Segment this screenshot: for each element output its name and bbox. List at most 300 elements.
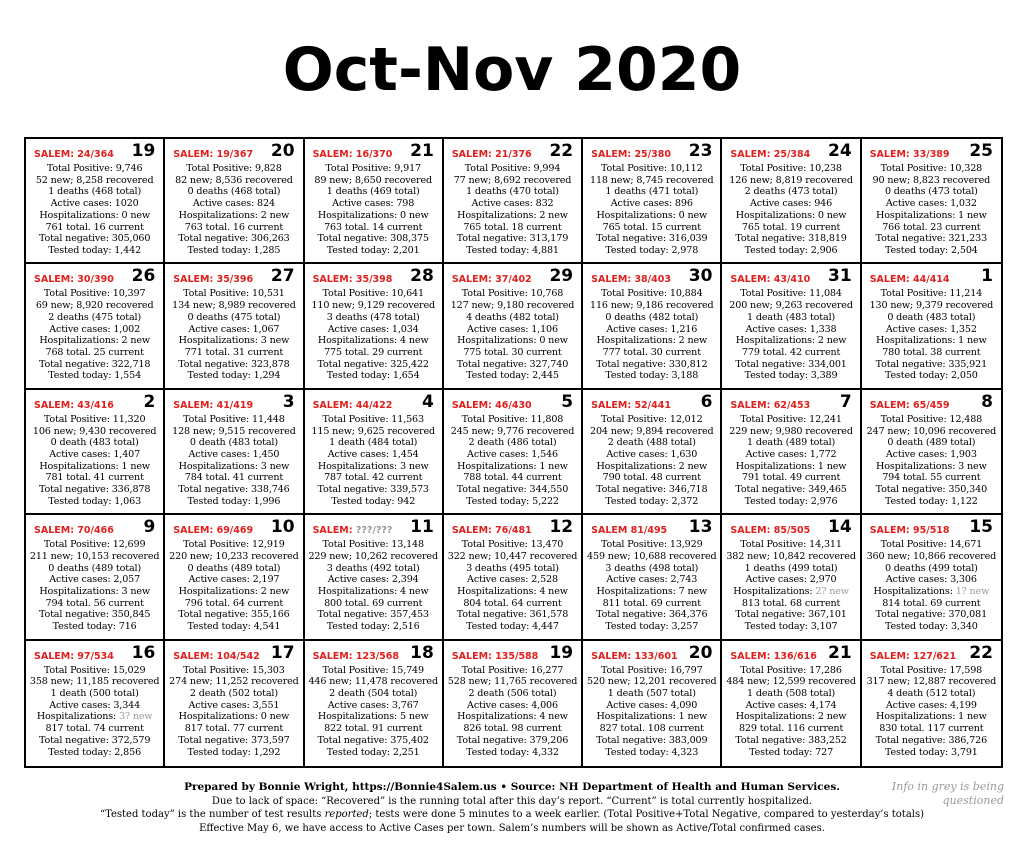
stat-line: 3 deaths (495 total) <box>466 562 559 574</box>
stat-line: 781 total. 41 current <box>45 472 144 484</box>
stat-line: Total Positive: 10,531 <box>183 288 285 300</box>
calendar-day-cell <box>305 264 444 389</box>
stat-line: 771 total. 31 current <box>184 346 284 358</box>
calendar-day-cell <box>862 139 1001 264</box>
stat-line-hospitalizations: Hospitalizations: 2? new <box>733 586 849 597</box>
calendar-day-cell <box>862 390 1001 515</box>
stat-line: Total negative: 350,845 <box>38 609 151 621</box>
calendar-day-cell <box>444 641 583 766</box>
stat-line: Total negative: 361,578 <box>456 609 569 621</box>
calendar-grid <box>24 137 1003 768</box>
stat-line: Total negative: 375,402 <box>317 734 429 746</box>
stat-line: Hospitalizations: 1 new <box>457 460 568 472</box>
stat-line: Tested today: 1,122 <box>884 495 978 507</box>
stat-line: Total negative: 327,740 <box>456 358 569 370</box>
stat-line: Active cases: 4,090 <box>606 699 698 711</box>
day-number: 20 <box>270 141 295 161</box>
stat-line: Tested today: 2,372 <box>605 495 699 507</box>
cell-header <box>28 143 161 163</box>
stat-line: Active cases: 1,338 <box>745 323 837 335</box>
stat-line: Total negative: 370,081 <box>875 609 988 621</box>
stat-line: Tested today: 942 <box>331 495 416 507</box>
salem-cases: SALEM: 35/398 <box>312 274 393 286</box>
stat-line-hospitalizations: Hospitalizations: 3? new <box>36 711 153 723</box>
stat-line: 1 death (483 total) <box>747 311 836 323</box>
stat-line: 0 deaths (468 total) <box>187 186 281 198</box>
salem-cases: SALEM: 44/422 <box>312 399 393 411</box>
stat-line: Tested today: 4,541 <box>187 621 281 633</box>
stat-line: 115 new; 9,625 recovered <box>311 425 435 437</box>
stat-line: 775 total. 29 current <box>324 346 423 358</box>
calendar-day-cell <box>583 390 722 515</box>
stat-line: Tested today: 3,188 <box>605 370 699 382</box>
stats-lines <box>585 163 718 257</box>
stat-line: Tested today: 1,285 <box>187 244 281 256</box>
stat-line: Tested today: 3,389 <box>744 370 838 382</box>
stat-line: Active cases: 1,216 <box>606 323 698 335</box>
day-number: 19 <box>549 642 574 663</box>
stats-lines <box>864 414 999 508</box>
stat-line: Hospitalizations: 1 new <box>876 209 987 221</box>
stat-line: Total negative: 350,340 <box>875 484 988 496</box>
stat-line: 0 deaths (482 total) <box>605 311 699 323</box>
stat-line: Hospitalizations: 4 new <box>317 586 429 597</box>
stats-lines <box>864 163 999 257</box>
stat-line: Active cases: 3,767 <box>327 699 419 711</box>
stat-line: Hospitalizations: 0 new <box>457 335 568 347</box>
salem-cases: SALEM: 104/542 <box>173 650 260 662</box>
stat-line: Tested today: 2,050 <box>884 370 978 382</box>
stat-line: Hospitalizations: 0 new <box>39 209 150 221</box>
stat-line: Total negative: 336,878 <box>38 484 151 496</box>
stat-line: 110 new; 9,129 recovered <box>311 300 435 312</box>
stats-lines <box>446 288 579 382</box>
salem-cases: SALEM: 16/370 <box>312 149 393 160</box>
stat-line: Tested today: 2,906 <box>744 244 838 256</box>
stat-line: Hospitalizations: 3 new <box>39 586 150 597</box>
stat-line: 768 total. 25 current <box>45 346 144 358</box>
stat-line: Hospitalizations: 2 new <box>178 586 290 597</box>
stat-line: Total Positive: 12,699 <box>43 539 146 551</box>
calendar-day-cell <box>305 515 444 640</box>
stats-lines <box>167 163 300 257</box>
stat-line: 360 new; 10,866 recovered <box>866 550 997 562</box>
stat-line: Total Positive: 10,112 <box>601 163 703 174</box>
stat-line: Total negative: 335,921 <box>875 358 988 370</box>
stat-line: 0 death (483 total) <box>189 437 278 449</box>
stats-lines <box>585 665 718 759</box>
stat-line: Tested today: 2,516 <box>326 621 420 633</box>
stat-line: 459 new; 10,688 recovered <box>587 550 717 562</box>
stat-line: 0 death (483 total) <box>50 437 139 449</box>
stat-line: 3 deaths (498 total) <box>605 562 699 574</box>
stat-line: Total negative: 372,579 <box>38 734 151 746</box>
stat-line: 229 new; 10,262 recovered <box>308 550 438 562</box>
calendar-day-cell <box>722 264 861 389</box>
stat-line: Total Positive: 9,917 <box>325 163 421 174</box>
stats-lines <box>585 288 718 382</box>
stat-line: Total Positive: 14,671 <box>880 539 983 551</box>
stat-line: 791 total. 49 current <box>741 472 841 484</box>
cell-header <box>864 143 999 163</box>
stat-line: 800 total. 69 current <box>324 597 423 609</box>
salem-cases: SALEM: 43/416 <box>34 399 114 411</box>
stats-lines <box>446 539 579 633</box>
stat-line: Active cases: 1020 <box>50 198 139 210</box>
salem-cases: SALEM: 46/430 <box>451 399 532 411</box>
cell-header <box>307 519 440 539</box>
cell-header <box>864 642 999 665</box>
salem-cases: SALEM: 38/403 <box>591 274 671 286</box>
stat-line: Total negative: 338,746 <box>178 484 290 496</box>
salem-cases: SALEM: 33/389 <box>869 149 950 160</box>
questioned-value: ???/??? <box>355 525 393 537</box>
stat-line: Total Positive: 9,994 <box>464 163 561 174</box>
stat-line: 1 deaths (469 total) <box>326 186 420 198</box>
stats-lines <box>724 414 857 508</box>
stat-line: Active cases: 824 <box>192 198 275 210</box>
stat-line: Total negative: 373,597 <box>178 734 290 746</box>
stat-line: 779 total. 42 current <box>741 346 841 358</box>
page-title: Oct-Nov 2020 <box>282 35 742 105</box>
stat-line: Total Positive: 12,488 <box>880 413 983 425</box>
stat-line: 830 total. 117 current <box>879 723 984 735</box>
stat-line: Total Positive: 17,286 <box>740 664 842 676</box>
cell-header <box>864 519 999 539</box>
stat-line: Tested today: 2,978 <box>605 244 699 256</box>
salem-cases: SALEM: 65/459 <box>869 399 950 411</box>
day-number: 23 <box>688 141 713 161</box>
stats-lines <box>864 539 999 633</box>
calendar-day-cell <box>305 139 444 264</box>
stat-line: 200 new; 9,263 recovered <box>729 300 853 312</box>
salem-cases: SALEM: 135/588 <box>451 650 539 662</box>
cell-header <box>307 391 440 414</box>
salem-cases: SALEM: 70/466 <box>34 525 114 537</box>
salem-cases: SALEM: 69/469 <box>173 525 254 537</box>
stats-lines <box>307 665 440 759</box>
stats-lines <box>28 414 161 508</box>
calendar-day-cell <box>26 641 165 766</box>
stat-line: Active cases: 1,903 <box>885 448 977 460</box>
stat-line: 794 total. 55 current <box>882 472 981 484</box>
cell-header <box>585 519 718 539</box>
cell-header <box>446 143 579 163</box>
cell-header <box>167 391 300 414</box>
stat-line: Tested today: 1,292 <box>187 746 281 758</box>
stat-line: 106 new; 9,430 recovered <box>32 425 157 437</box>
stat-line: Tested today: 1,294 <box>187 370 281 382</box>
stat-line: 116 new; 9,186 recovered <box>590 300 714 312</box>
stat-line: Total negative: 321,233 <box>875 233 988 245</box>
stat-line: Total negative: 325,422 <box>317 358 429 370</box>
stat-line: Hospitalizations: 1 new <box>39 460 150 472</box>
stat-line: Total Positive: 10,328 <box>880 163 983 174</box>
salem-cases: SALEM: 19/367 <box>173 149 254 160</box>
stat-line: Total negative: 308,375 <box>317 233 429 245</box>
stat-line: Tested today: 3,107 <box>744 621 838 633</box>
stat-line: Active cases: 1,772 <box>745 448 837 460</box>
stat-line: Hospitalizations: 4 new <box>457 711 568 723</box>
stat-line: 3 deaths (478 total) <box>326 311 420 323</box>
cell-header <box>446 642 579 665</box>
cell-header <box>724 143 857 163</box>
footer-recovered-note: Due to lack of space: “Recovered” is the running total after this day’s report. “Current” is total currently hospitalized. <box>211 795 813 807</box>
calendar-day-cell <box>722 139 861 264</box>
stat-line: 811 total. 69 current <box>602 597 701 609</box>
calendar-day-cell <box>26 139 165 264</box>
stat-line: 804 total. 64 current <box>463 597 562 609</box>
day-number: 8 <box>981 391 993 412</box>
stat-line: 829 total. 116 current <box>738 723 844 735</box>
footer <box>0 781 1024 835</box>
day-number: 18 <box>410 642 434 663</box>
stat-line: 0 deaths (473 total) <box>884 186 978 198</box>
stat-line: Tested today: 3,791 <box>884 746 978 758</box>
stat-line: Active cases: 1,106 <box>467 323 558 335</box>
stat-line: 1 death (507 total) <box>607 688 696 699</box>
stats-lines <box>864 665 999 759</box>
questioned-value: 1? new <box>955 586 990 597</box>
day-number: 15 <box>969 517 993 538</box>
day-number: 25 <box>969 141 993 161</box>
day-number: 30 <box>688 266 713 287</box>
stat-line: Tested today: 4,881 <box>466 244 559 256</box>
stat-line: Total negative: 344,550 <box>456 484 569 496</box>
day-number: 9 <box>143 517 156 538</box>
stat-line: 204 new; 9,894 recovered <box>590 425 714 437</box>
stat-line: Active cases: 1,546 <box>467 448 558 460</box>
stat-line: 382 new; 10,842 recovered <box>726 550 856 562</box>
stat-line: Total negative: 306,263 <box>178 233 290 245</box>
stat-line: Tested today: 716 <box>52 621 137 633</box>
salem-cases: SALEM: 37/402 <box>451 274 532 286</box>
stat-line: 358 new; 11,185 recovered <box>29 676 160 688</box>
stat-line: Hospitalizations: 4 new <box>457 586 568 597</box>
stat-line: Active cases: 798 <box>332 198 415 210</box>
stats-lines <box>167 665 300 759</box>
stat-line: 765 total. 19 current <box>741 221 841 233</box>
stat-line: Hospitalizations: 2 new <box>596 335 708 347</box>
stat-line: Tested today: 2,201 <box>326 244 420 256</box>
stat-line: Total Positive: 13,929 <box>601 539 703 551</box>
stats-lines <box>28 665 161 759</box>
salem-cases: SALEM: 127/621 <box>869 650 957 662</box>
stat-line: Active cases: 3,551 <box>188 699 280 711</box>
stat-line: 130 new; 9,379 recovered <box>869 300 994 312</box>
stat-line: Hospitalizations: 2 new <box>735 711 847 723</box>
salem-cases: SALEM: 133/601 <box>591 650 678 662</box>
stat-line: 796 total. 64 current <box>184 597 284 609</box>
stat-line: Active cases: 1,067 <box>188 323 280 335</box>
stat-line: 229 new; 9,980 recovered <box>729 425 853 437</box>
day-number: 27 <box>270 266 295 287</box>
stat-line: Total Positive: 11,320 <box>43 413 146 425</box>
stat-line: 89 new; 8,650 recovered <box>314 174 432 186</box>
stat-line: Total Positive: 10,884 <box>601 288 703 300</box>
calendar-day-cell <box>444 264 583 389</box>
stat-line: Total Positive: 10,238 <box>740 163 842 174</box>
stat-line: 813 total. 68 current <box>741 597 841 609</box>
stat-line: 247 new; 10,096 recovered <box>866 425 997 437</box>
stat-line: 766 total. 23 current <box>882 221 981 233</box>
stat-line: 4 death (512 total) <box>887 688 976 699</box>
stats-lines <box>167 414 300 508</box>
stat-line: Tested today: 2,856 <box>48 746 142 758</box>
stat-line: 220 new; 10,233 recovered <box>169 550 299 562</box>
calendar-day-cell <box>583 264 722 389</box>
salem-cases: SALEM: 97/534 <box>34 650 114 662</box>
calendar-day-cell <box>165 390 304 515</box>
stat-line: Active cases: 3,344 <box>49 699 141 711</box>
stat-line: 3 deaths (492 total) <box>326 562 420 574</box>
stat-line: Hospitalizations: 2 new <box>596 460 708 472</box>
calendar-day-cell <box>583 515 722 640</box>
day-number: 14 <box>828 517 852 538</box>
stat-line: 484 new; 12,599 recovered <box>726 676 856 688</box>
cell-header <box>28 268 161 288</box>
stat-line: Active cases: 1,454 <box>327 448 419 460</box>
cell-header <box>864 268 999 288</box>
stat-line: Total Positive: 10,768 <box>461 288 564 300</box>
stat-line: Active cases: 2,970 <box>745 574 837 586</box>
stat-line: 134 new; 8,989 recovered <box>172 300 296 312</box>
stat-line: 118 new; 8,745 recovered <box>590 174 714 186</box>
stats-lines <box>724 665 857 759</box>
cell-header <box>307 642 440 665</box>
cell-header <box>28 642 161 665</box>
stat-line: Total Positive: 12,919 <box>183 539 285 551</box>
stats-lines <box>28 539 161 633</box>
stat-line: 763 total. 16 current <box>184 221 284 233</box>
calendar-day-cell <box>583 139 722 264</box>
stats-lines <box>446 163 579 257</box>
stat-line: 274 new; 11,252 recovered <box>169 676 299 688</box>
stat-line: 2 death (502 total) <box>189 688 278 699</box>
calendar-day-cell <box>444 139 583 264</box>
stats-lines <box>585 539 718 633</box>
day-number: 29 <box>549 266 574 287</box>
stat-line: Total Positive: 9,746 <box>46 163 143 174</box>
stat-line: Hospitalizations: 1 new <box>596 711 708 723</box>
stat-line: Tested today: 3,340 <box>884 621 978 633</box>
stat-line: Total Positive: 15,029 <box>43 664 146 676</box>
stat-line: Total negative: 318,819 <box>735 233 847 245</box>
calendar-day-cell <box>165 264 304 389</box>
calendar-day-cell <box>862 515 1001 640</box>
calendar-day-cell <box>444 390 583 515</box>
stat-line: 1 death (500 total) <box>50 688 139 699</box>
calendar-day-cell <box>305 390 444 515</box>
stat-line: Total negative: 357,453 <box>317 609 429 621</box>
cell-header <box>864 391 999 414</box>
stat-line: Total Positive: 13,470 <box>461 539 564 551</box>
day-number: 11 <box>410 517 434 538</box>
calendar-day-cell <box>722 641 861 766</box>
stats-lines <box>724 163 857 257</box>
stat-line: Hospitalizations: 3 new <box>178 335 290 347</box>
stat-line: Active cases: 1,630 <box>606 448 698 460</box>
stats-lines <box>446 414 579 508</box>
stat-line: Active cases: 4,006 <box>467 699 558 711</box>
stat-line: 1 death (508 total) <box>747 688 836 699</box>
stat-line: Total Positive: 12,241 <box>740 413 842 425</box>
stat-line: 0 deaths (499 total) <box>884 562 978 574</box>
stat-line: 211 new; 10,153 recovered <box>29 550 160 562</box>
stat-line: Active cases: 1,032 <box>885 198 977 210</box>
stat-line: Tested today: 2,976 <box>744 495 838 507</box>
stat-line: Hospitalizations: 0 new <box>596 209 708 221</box>
stat-line-hospitalizations: Hospitalizations: 1? new <box>873 586 990 597</box>
stat-line: 788 total. 44 current <box>463 472 562 484</box>
stat-line: 127 new; 9,180 recovered <box>450 300 575 312</box>
stat-line: Hospitalizations: 1 new <box>735 460 847 472</box>
stat-line: Total Positive: 16,797 <box>601 664 703 676</box>
stat-line: Hospitalizations: 4 new <box>317 335 429 347</box>
salem-cases: SALEM: 41/419 <box>173 399 254 411</box>
stat-line: 82 new; 8,536 recovered <box>175 174 293 186</box>
stat-line: Active cases: 3,306 <box>885 574 977 586</box>
calendar-day-cell <box>165 515 304 640</box>
stat-line: Total negative: 339,573 <box>317 484 429 496</box>
stat-line: Total negative: 383,009 <box>596 734 708 746</box>
day-number: 31 <box>828 266 852 287</box>
stat-line: Active cases: 832 <box>471 198 554 210</box>
day-number: 21 <box>828 642 852 663</box>
salem-cases: SALEM: 52/441 <box>591 399 671 411</box>
stat-line: 322 new; 10,447 recovered <box>447 550 578 562</box>
stat-line: Tested today: 2,504 <box>884 244 978 256</box>
salem-cases: SALEM: 95/518 <box>869 525 950 537</box>
stat-line: 245 new; 9,776 recovered <box>450 425 575 437</box>
calendar-day-cell <box>26 515 165 640</box>
stat-line: 1 deaths (470 total) <box>466 186 559 198</box>
stat-line: Active cases: 1,002 <box>49 323 141 335</box>
calendar-day-cell <box>165 139 304 264</box>
stat-line: 2 deaths (473 total) <box>744 186 838 198</box>
stat-line: Tested today: 1,063 <box>48 495 142 507</box>
stats-lines <box>724 288 857 382</box>
stat-line: Tested today: 4,332 <box>466 746 559 758</box>
stat-line: 817 total. 74 current <box>45 723 144 735</box>
calendar-day-cell <box>444 515 583 640</box>
stat-line: Tested today: 2,445 <box>466 370 559 382</box>
stats-lines <box>307 288 440 382</box>
stat-line: Hospitalizations: 0 new <box>735 209 847 221</box>
stat-line: Total negative: 383,252 <box>735 734 847 746</box>
stat-line: 52 new; 8,258 recovered <box>35 174 154 186</box>
stat-line: Total Positive: 11,448 <box>183 413 285 425</box>
stat-line: Hospitalizations: 3 new <box>178 460 290 472</box>
stat-line: 784 total. 41 current <box>184 472 284 484</box>
stat-line: 4 deaths (482 total) <box>466 311 559 323</box>
stats-lines <box>307 163 440 257</box>
stat-line: Total Positive: 13,148 <box>322 539 424 551</box>
stat-line: 317 new; 12,887 recovered <box>866 676 997 688</box>
stat-line: Total negative: 355,166 <box>178 609 290 621</box>
day-number: 5 <box>561 391 574 412</box>
salem-cases: SALEM: 62/453 <box>730 399 811 411</box>
day-number: 20 <box>688 642 713 663</box>
salem-cases: SALEM: 44/414 <box>869 274 950 286</box>
stat-line: 822 total. 91 current <box>324 723 423 735</box>
cell-header <box>28 391 161 414</box>
stat-line: 777 total. 30 current <box>602 346 701 358</box>
stat-line: Total Positive: 16,277 <box>461 664 564 676</box>
stat-line: 90 new; 8,823 recovered <box>872 174 991 186</box>
stat-line: 0 death (483 total) <box>887 311 976 323</box>
cell-header <box>28 519 161 539</box>
